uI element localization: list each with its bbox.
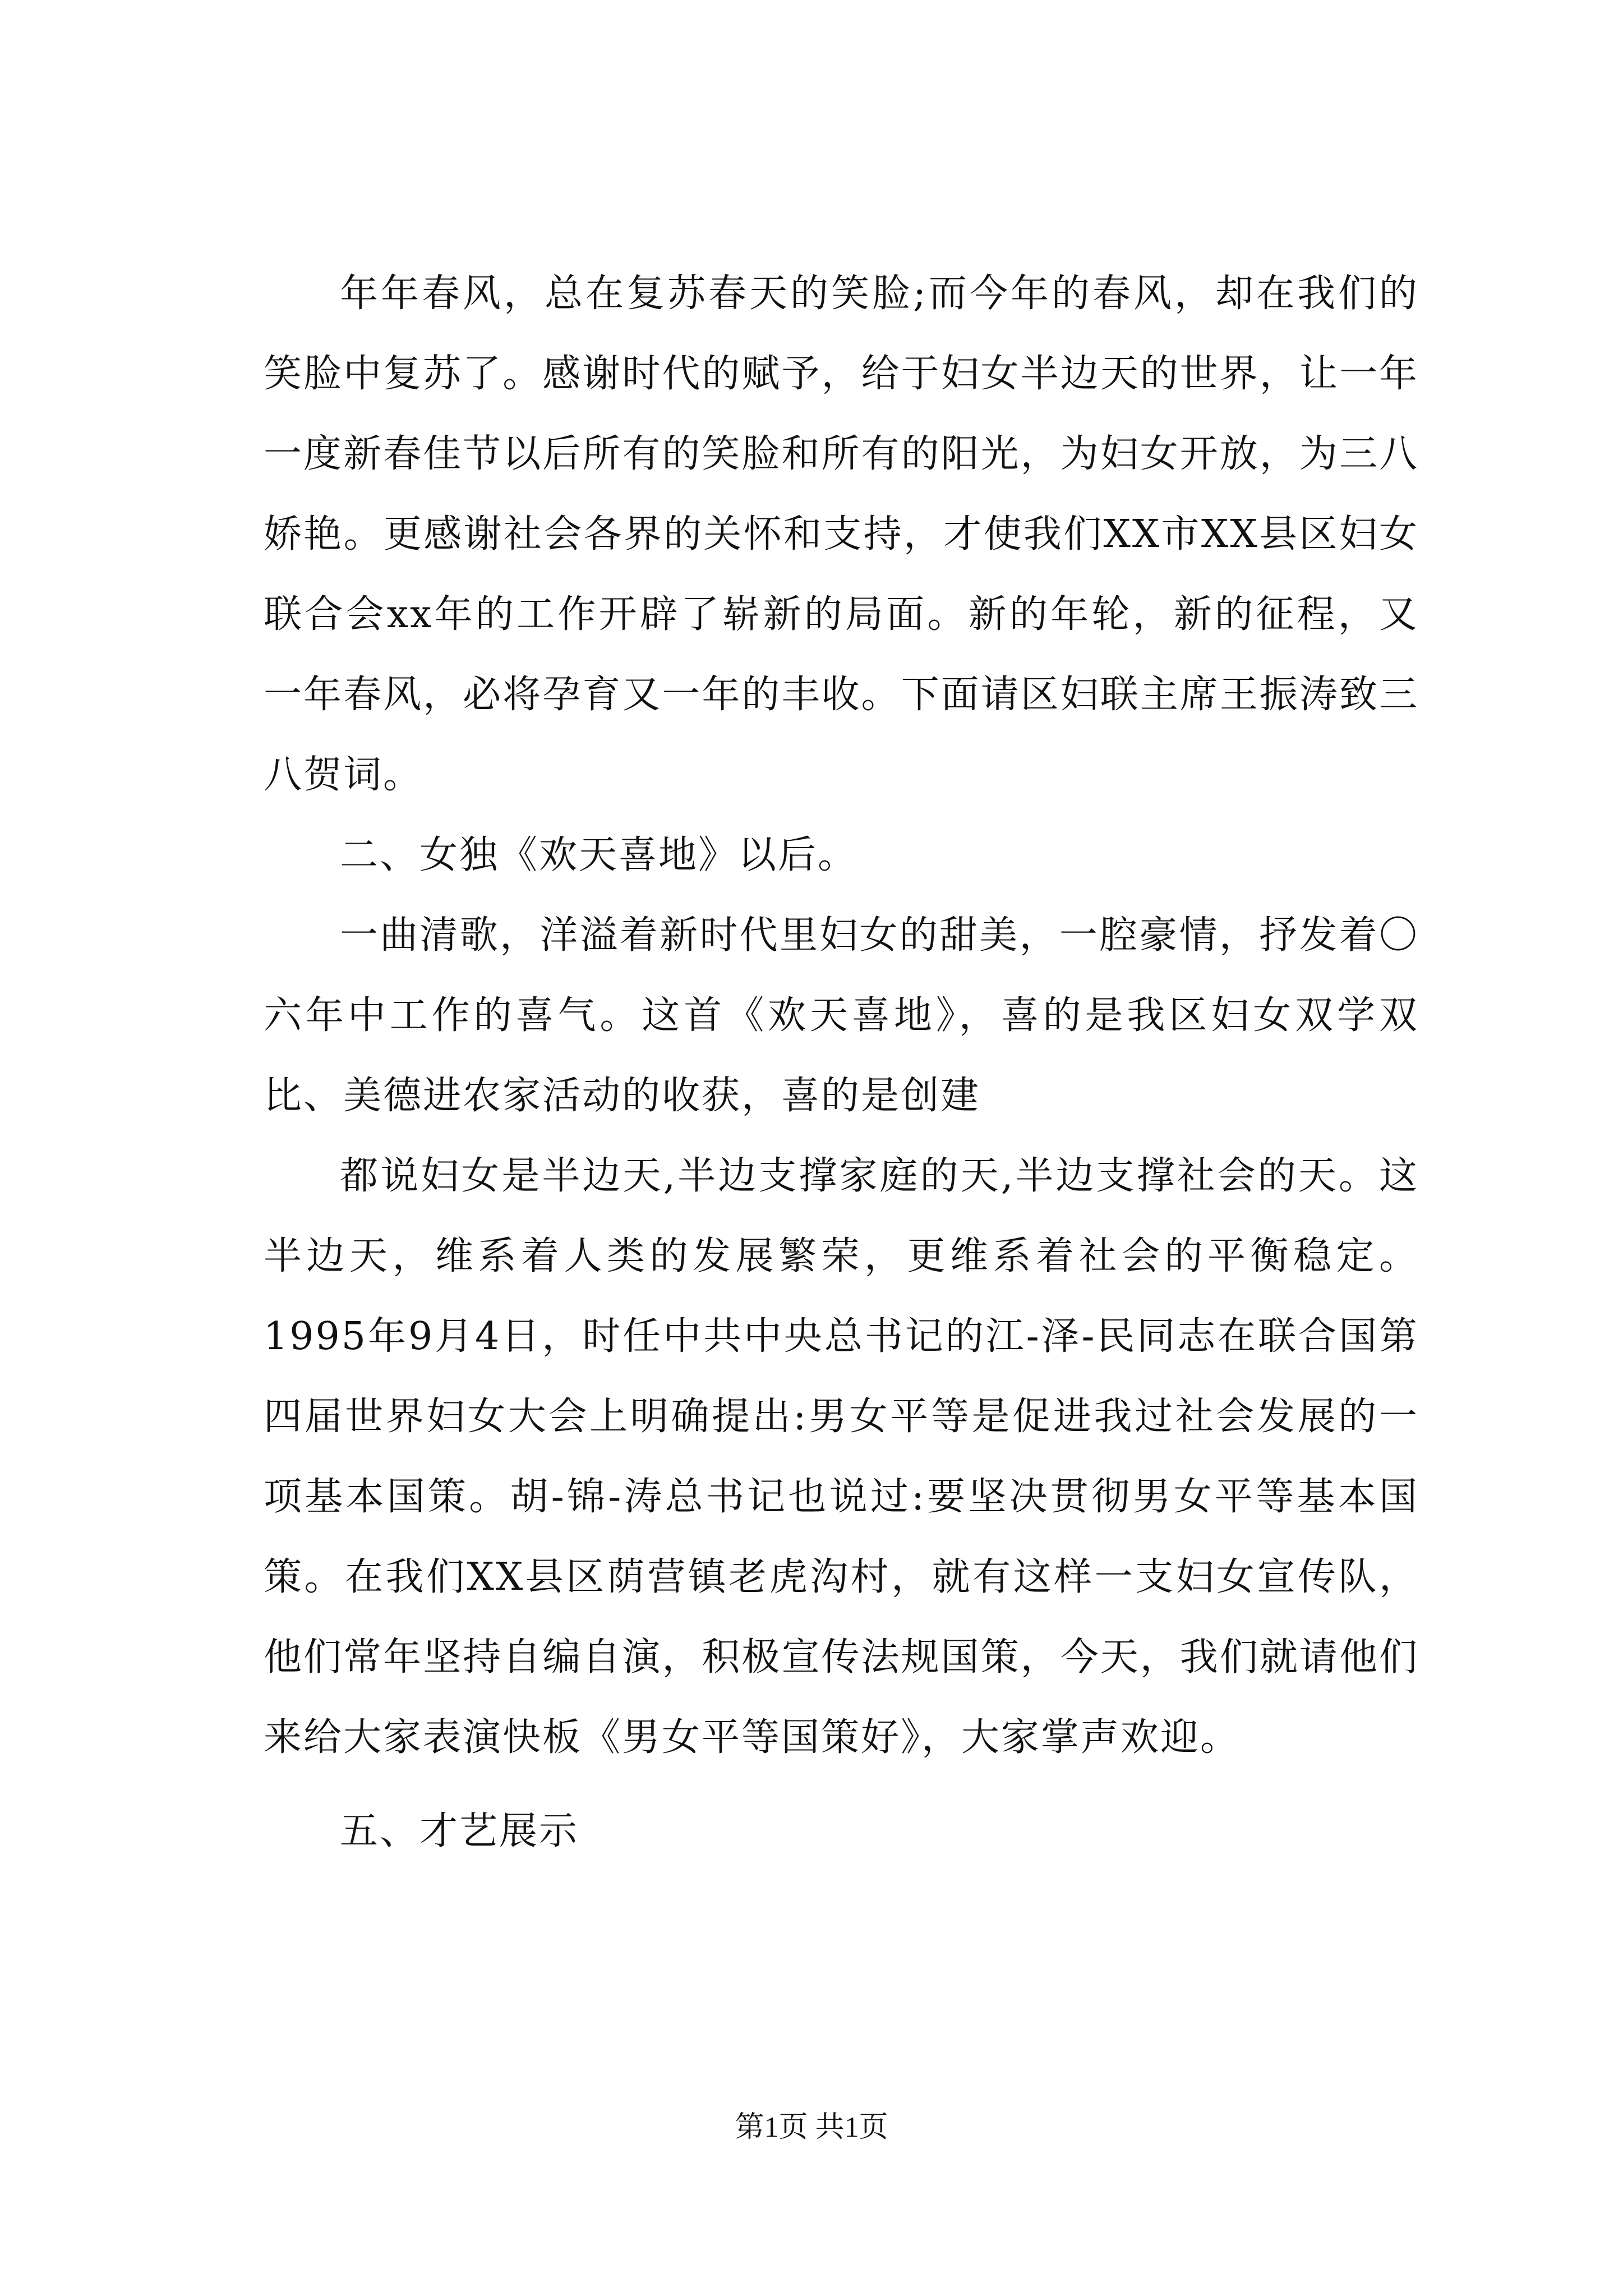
paragraph-song: 一曲清歌，洋溢着新时代里妇女的甜美，一腔豪情，抒发着〇六年中工作的喜气。这首《欢天喜地》，喜的是我区妇女双学双比、美德进农家活动的收获，喜的是创建 xyxy=(264,913,1419,1118)
section-heading-talent-show: 五、才艺展示 xyxy=(340,1809,579,1853)
page-number-footer: 第1页 共1页 xyxy=(735,2111,888,2143)
document-body xyxy=(264,254,1419,1871)
section-heading-dance: 二、女独《欢天喜地》以后。 xyxy=(340,833,858,877)
paragraph-half-sky: 都说妇女是半边天,半边支撑家庭的天,半边支撑社会的天。这半边天，维系着人类的发展繁荣，更维系着社会的平衡稳定。1995年9月4日，时任中共中央总书记的江-泽-民同志在联合国第四届世界妇女大会上明确提出:男女平等是促进我过社会发展的一项基本国策。胡-锦-涛总书记也说过:要坚决贯彻男女平等基本国策。在我们XX县区荫营镇老虎沟村，就有这样一支妇女宣传队，他们常年坚持自编自演，积极宣传法规国策，今天，我们就请他们来给大家表演快板《男女平等国策好》，大家掌声欢迎。 xyxy=(264,1154,1419,1760)
paragraph-spring-breeze: 年年春风，总在复苏春天的笑脸;而今年的春风，却在我们的笑脸中复苏了。感谢时代的赋予，给于妇女半边天的世界，让一年一度新春佳节以后所有的笑脸和所有的阳光，为妇女开放，为三八娇艳。更感谢社会各界的关怀和支持，才使我们XX市XX县区妇女联合会xx年的工作开辟了崭新的局面。新的年轮，新的征程，又一年春风，必将孕育又一年的丰收。下面请区妇联主席王振涛致三八贺词。 xyxy=(264,272,1419,797)
